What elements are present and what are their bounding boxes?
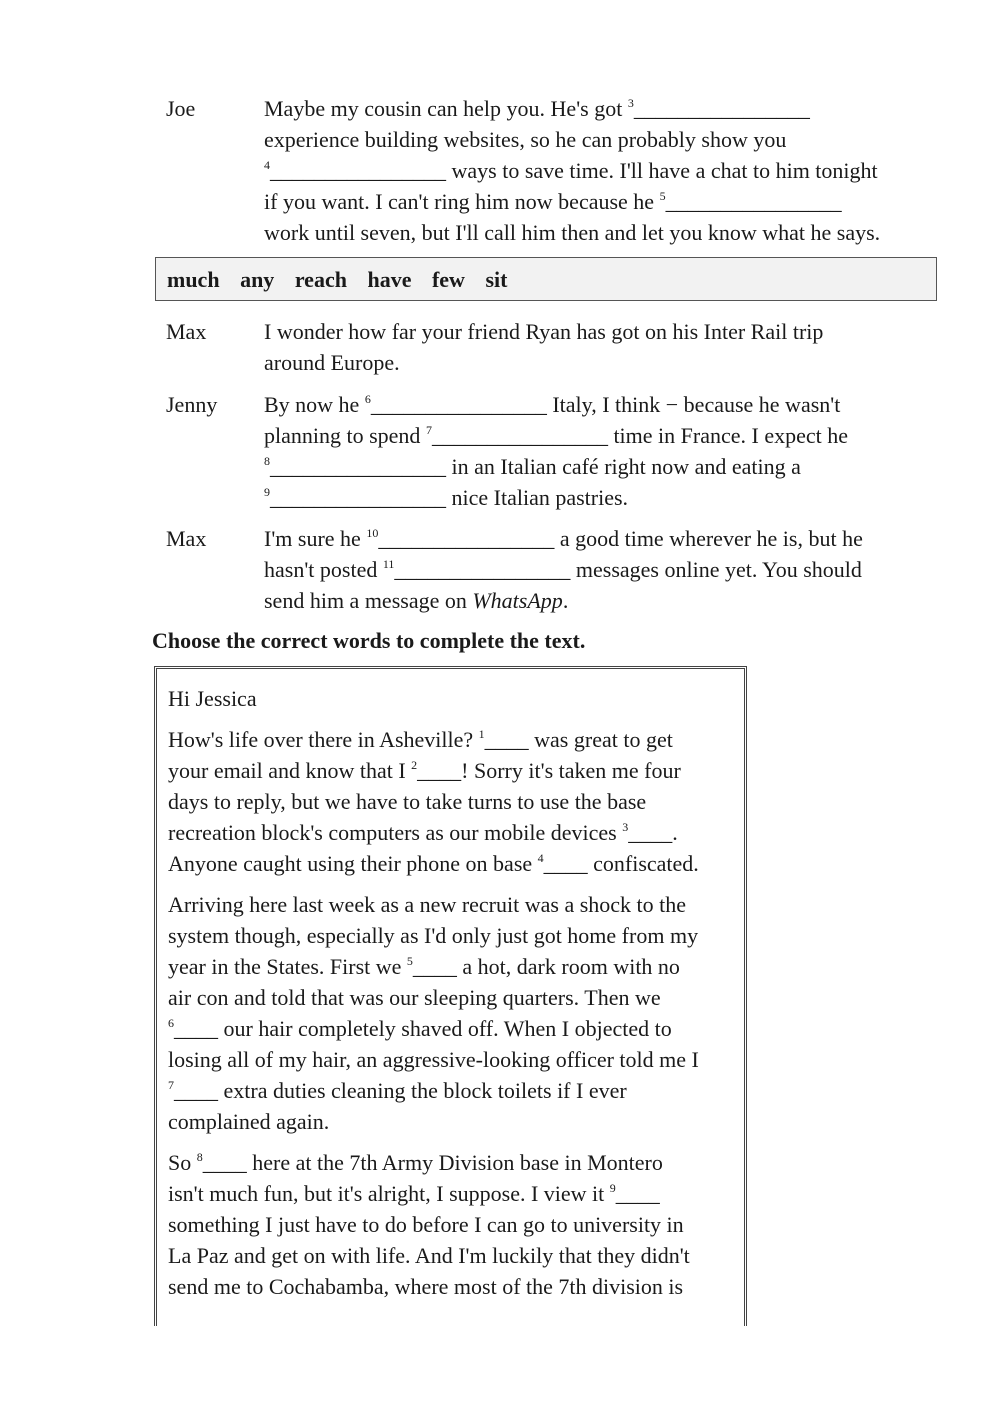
answer-blank[interactable]: ________________ (378, 526, 555, 551)
dialogue-text: Maybe my cousin can help you. He's got $^3$________________ experience building websites, so he can probably show you $^4$________________ ways to save time. I'll have a chat to him tonight if you want. I can't ring him now because he $^5$________________ work until seven, but I'll call him then and let you know what he says. (264, 96, 881, 245)
answer-blank[interactable]: ____ (202, 1150, 247, 1175)
letter-greeting: Hi Jessica (168, 686, 257, 711)
dialogue-joe (166, 93, 936, 248)
dialogue-jenny (166, 389, 936, 513)
answer-blank[interactable]: ________________ (270, 485, 446, 510)
answer-blank[interactable]: ____ (628, 820, 673, 845)
answer-blank[interactable]: ____ (543, 851, 588, 876)
dialogue-text: I wonder how far your friend Ryan has got on his Inter Rail trip around Europe. (264, 319, 824, 375)
speaker-name: Joe (166, 96, 196, 121)
word-option: much (167, 267, 220, 292)
answer-blank[interactable]: ________________ (270, 158, 446, 183)
word-option: any (240, 267, 275, 292)
dialogue-text: By now he $^6$________________ Italy, I think − because he wasn't planning to spend $^7$________________ time in France. I expect he $^8$________________ in an Italian café right now and eating a $^9$________________ nice Italian pastries. (264, 392, 849, 510)
answer-blank[interactable]: ____ (417, 758, 462, 783)
answer-blank[interactable]: ____ (615, 1181, 660, 1206)
letter-box (154, 666, 747, 1326)
speaker-name: Max (166, 526, 207, 551)
answer-blank[interactable]: ________________ (394, 557, 571, 582)
word-option: few (431, 267, 465, 292)
word-box (155, 257, 937, 301)
answer-blank[interactable]: ________________ (633, 96, 810, 121)
answer-blank[interactable]: ____ (174, 1078, 218, 1103)
answer-blank[interactable]: ____ (484, 727, 529, 752)
word-option: have (367, 267, 412, 292)
answer-blank[interactable]: ________________ (665, 189, 842, 214)
answer-blank[interactable]: ________________ (370, 392, 547, 417)
word-option: reach (294, 267, 347, 292)
dialogue-max-2 (166, 523, 936, 616)
speaker-name: Max (166, 319, 207, 344)
letter-paragraph: How's life over there in Asheville? $^1$____ was great to get your email and know that I $^2$____! Sorry it's taken me four days to reply, but we have to take turns to use the base recreation block's computers as our mobile devices $^3$____. Anyone caught using their phone on base $^4$____ confiscated. (168, 727, 699, 876)
letter-paragraph: So $^8$____ here at the 7th Army Division base in Montero isn't much fun, but it's alright, I suppose. I view it $^9$____ something I just have to do before I can go to university in La Paz and get on with life. And I'm luckily that they didn't send me to Cochabamba, where most of the 7th division is (168, 1150, 690, 1299)
exercise-instruction: Choose the correct words to complete the text. (152, 628, 586, 653)
dialogue-max-1 (166, 316, 936, 378)
dialogue-text: I'm sure he $^{10}$________________ a good time wherever he is, but he hasn't posted $^{11}$________________ messages online yet. You should send him a message on WhatsApp. (264, 526, 863, 613)
answer-blank[interactable]: ________________ (270, 454, 446, 479)
answer-blank[interactable]: ________________ (431, 423, 608, 448)
answer-blank[interactable]: ____ (412, 954, 457, 979)
word-option: sit (485, 267, 508, 292)
answer-blank[interactable]: ____ (174, 1016, 218, 1041)
speaker-name: Jenny (166, 392, 218, 417)
letter-paragraph: Arriving here last week as a new recruit was a shock to the system though, especially as I'd only just got home from my year in the States. First we $^5$____ a hot, dark room with no air con and told that was our sleeping quarters. Then we $^6$____ our hair completely shaved off. When I objected to losing all of my hair, an aggressive-looking officer told me I $^7$____ extra duties cleaning the block toilets if I ever complained again. (168, 892, 699, 1134)
